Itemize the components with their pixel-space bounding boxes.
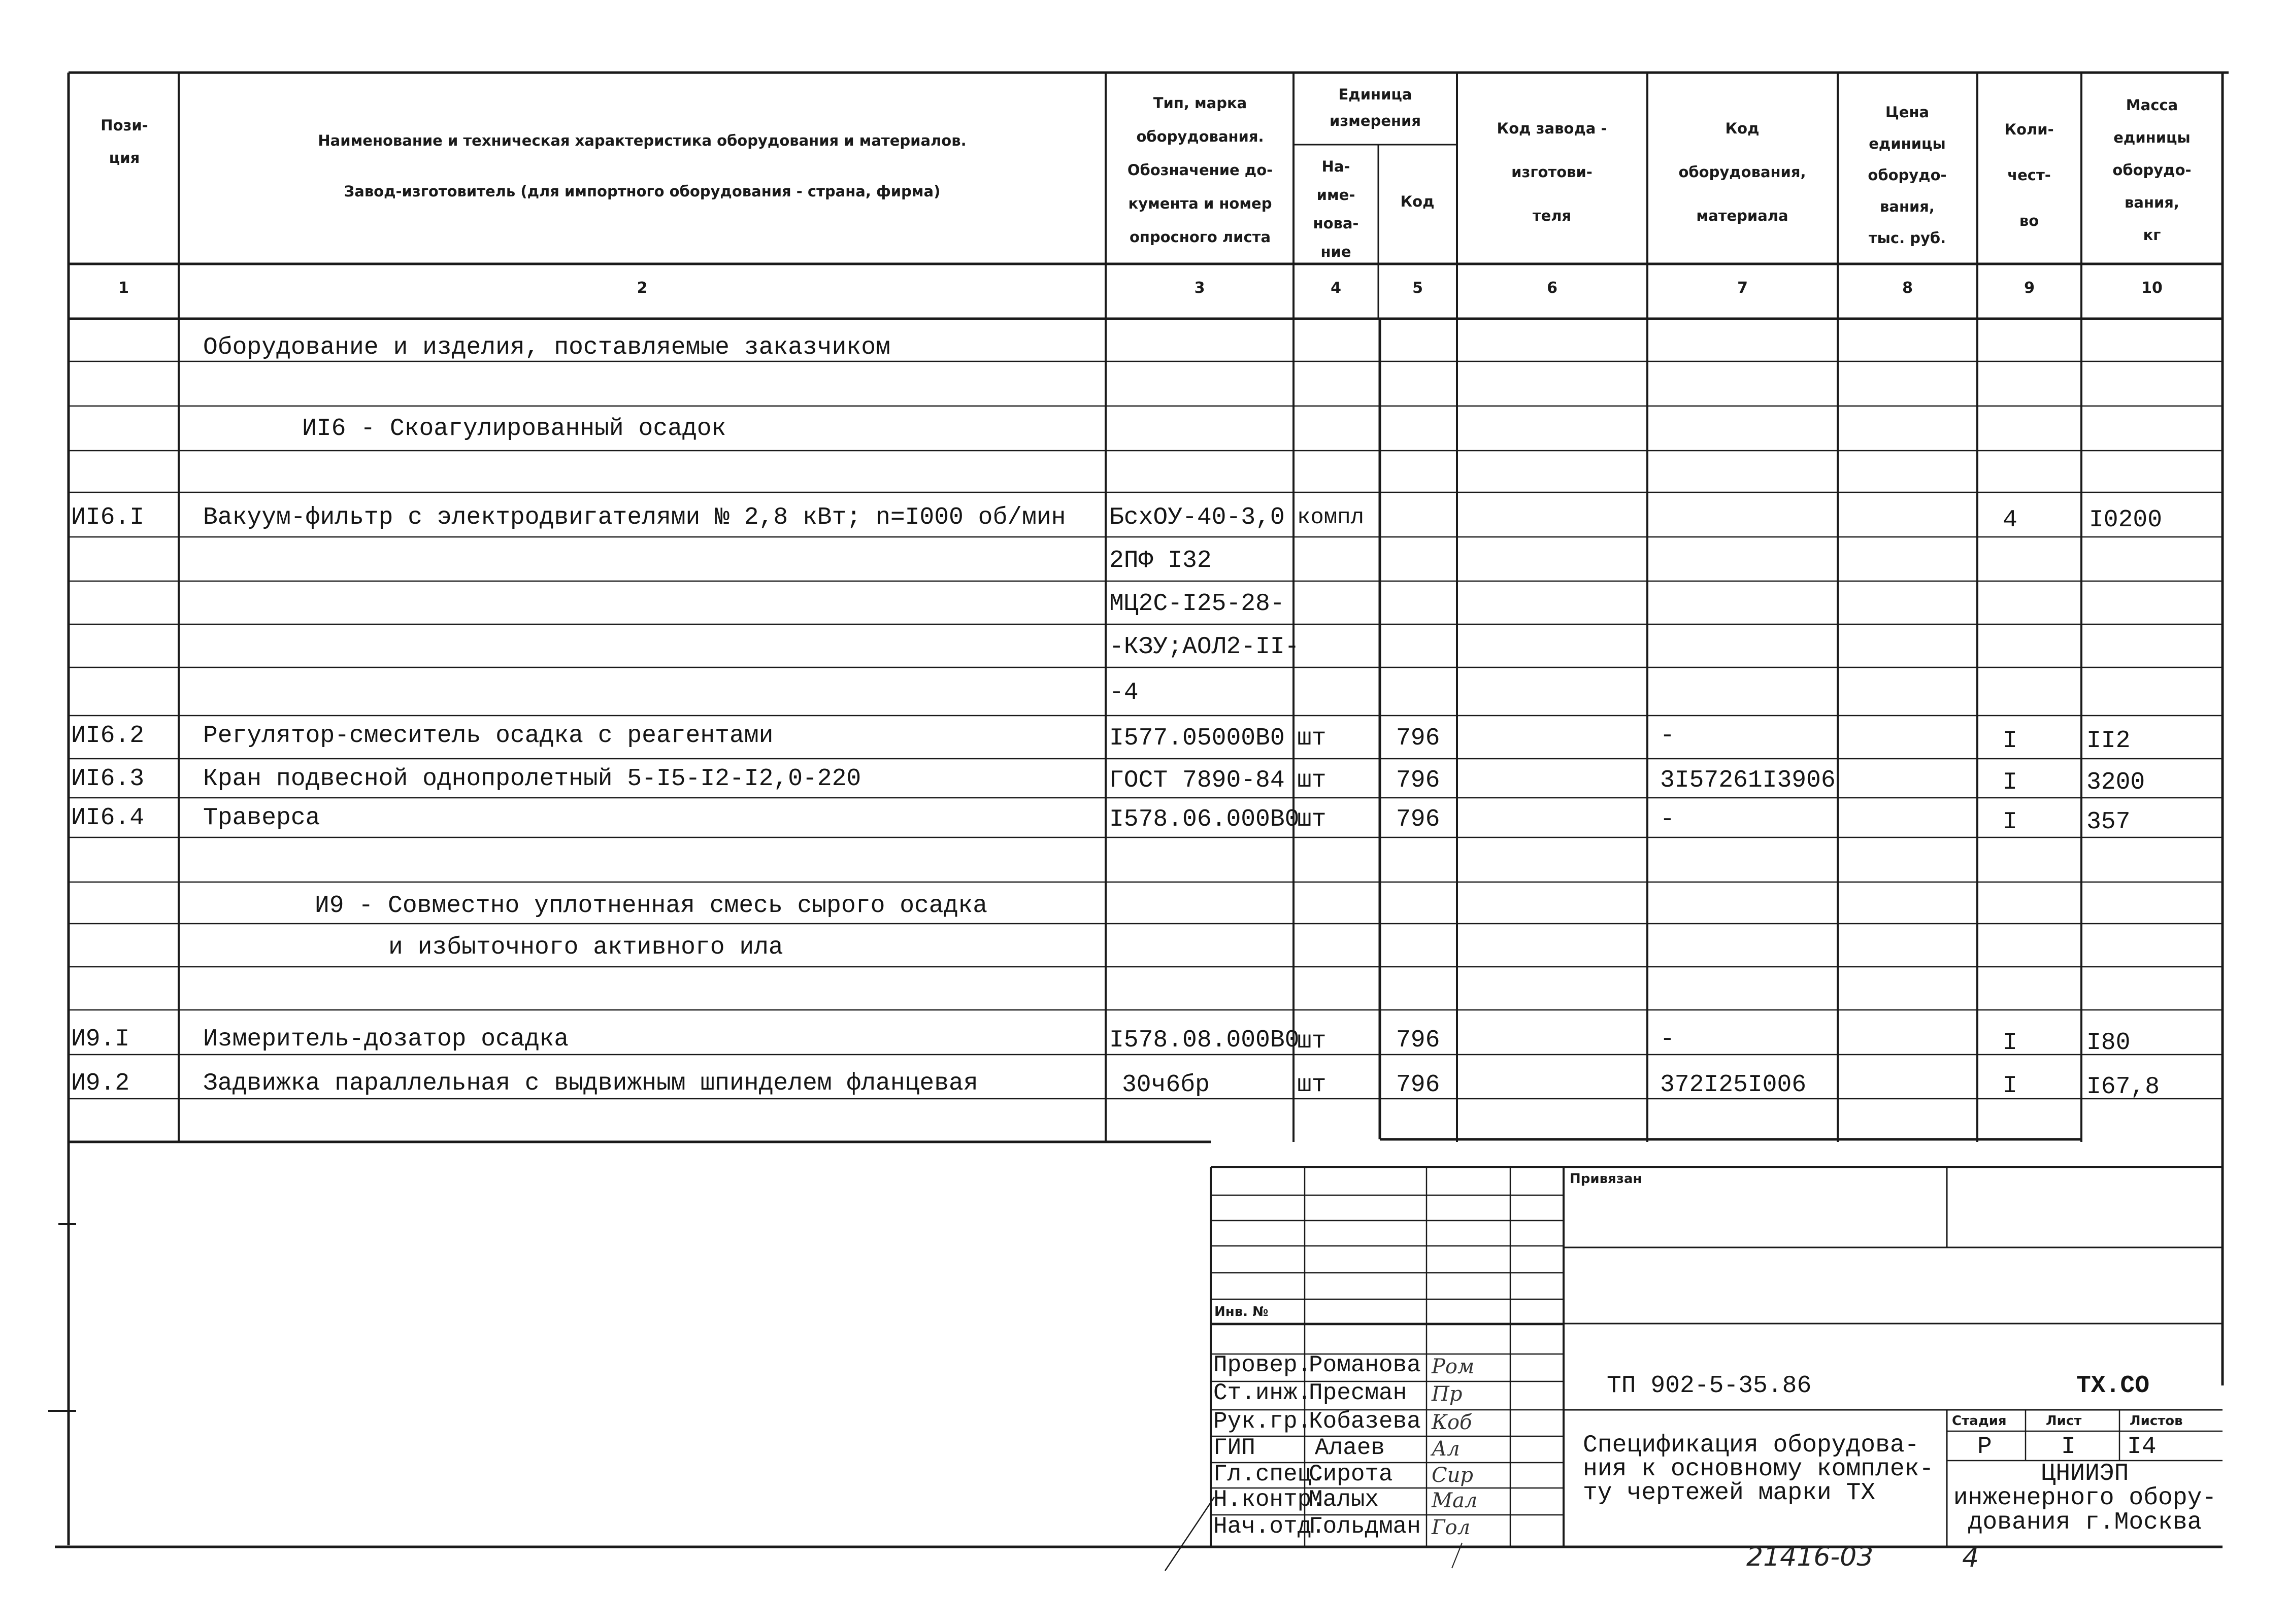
row-quantity: I [2003,808,2017,836]
row-name: Измеритель-дозатор осадка [203,1026,569,1053]
col-number-7: 7 [1737,279,1748,297]
header-mass: Масса единицы оборудо- вания, кг [2112,96,2192,244]
signer-role: Нач.отд. [1213,1513,1325,1540]
row-position: ИI6.3 [71,765,145,793]
header-type: Тип, марка оборудования. Обозначение до- кумента и номер опросного листа [1127,94,1273,246]
signer-name: Малых [1309,1486,1379,1513]
row-position: ИI6.2 [71,722,145,750]
stage-label: Стадия [1952,1413,2007,1429]
row-type: МЦ2С-I25-28- [1109,590,1285,618]
col-number-3: 3 [1194,279,1205,297]
row-quantity: I [2003,769,2017,796]
signer-signature: Гол [1432,1516,1471,1539]
header-unit-code: Код [1400,193,1435,210]
row-type: -КЗУ;АОЛ2-II- [1109,633,1300,661]
sheet-label: Лист [2046,1413,2082,1429]
row-position: И9.2 [71,1070,130,1097]
row-code: 796 [1396,1027,1440,1054]
row-quantity: I [2003,1029,2017,1057]
row-code: 796 [1396,1071,1440,1099]
privyazan-label: Привязан [1570,1171,1642,1187]
signer-name: Гольдман [1309,1513,1421,1540]
row-name: Вакуум-фильтр с электродвигателями № 2,8 кВт; n=I000 об/мин [203,504,1066,531]
row-quantity: I [2003,727,2017,755]
header-unit: Единица измерения [1330,86,1421,129]
signer-role: Гл.спец. [1213,1461,1325,1487]
row-unit: шт [1297,1071,1327,1099]
col-number-4: 4 [1331,279,1341,297]
organization: ЦНИИЭП инженерного обору- дования г.Москва [1953,1460,2217,1536]
row-name: Кран подвесной однопролетный 5-I5-I2-I2,0-220 [203,765,861,793]
sheet-value: I [2061,1433,2076,1461]
signer-signature: Сир [1432,1464,1473,1487]
stage-value: Р [1977,1433,1992,1461]
document-mark: ТХ.СО [2076,1372,2150,1400]
row-unit: шт [1297,767,1327,794]
row-type: I577.05000В0 [1109,725,1285,752]
row-type: БсхОУ-40-3,0 [1109,504,1285,531]
row-unit: шт [1297,806,1327,833]
row-mass: I0200 [2089,506,2163,534]
col-number-6: 6 [1547,279,1557,297]
group-title-i9-line-1: И9 - Совместно уплотненная смесь сырого осадка [315,892,988,920]
col-number-1: 1 [118,279,129,297]
row-name: Задвижка параллельная с выдвижным шпинделем фланцевая [203,1070,978,1097]
row-type: 2ПФ I32 [1109,547,1212,574]
col-number-10: 10 [2141,279,2163,297]
signer-name: Романова [1309,1352,1421,1378]
row-unit: шт [1297,1028,1327,1055]
header-name-line-1: Наименование и техническая характеристика оборудования и материалов. [318,132,967,149]
row-equipment-code: 372I25I006 [1660,1071,1807,1099]
row-type: I578.08.000В0 [1109,1027,1300,1054]
header-price: Цена единицы оборудо- вания, тыс. руб. [1868,104,1947,247]
signer-role: Провер. [1213,1352,1312,1378]
signer-role: Ст.инж. [1213,1380,1312,1406]
col-number-8: 8 [1902,279,1913,297]
row-name: Траверса [203,804,320,832]
document-code: ТП 902-5-35.86 [1607,1372,1812,1400]
row-name: Регулятор-смеситель осадка с реагентами [203,722,774,750]
signer-role: Рук.гр. [1213,1408,1312,1435]
signer-name: Пресман [1309,1380,1407,1406]
signer-role: Н.контр. [1213,1486,1325,1513]
page-number: 4 [1962,1543,1979,1573]
inventory-number-label: Инв. № [1214,1304,1269,1319]
row-position: И9.I [71,1026,130,1053]
signer-name: Сирота [1309,1461,1393,1487]
signer-signature: Коб [1432,1411,1472,1434]
archive-number: 21416-03 [1746,1542,1874,1572]
document-title: Спецификация оборудова- ния к основному комплек- ту чертежей марки ТХ [1583,1432,1934,1507]
signer-name: Кобазева [1309,1408,1421,1435]
signer-name: Алаев [1315,1435,1385,1461]
header-unit-name: На- име- нова- ние [1313,158,1359,260]
row-mass: 3200 [2086,769,2145,796]
row-position: ИI6.I [71,504,145,531]
row-mass: II2 [2086,727,2131,755]
row-type: -4 [1109,679,1139,706]
row-type: ГОСТ 7890-84 [1109,767,1285,794]
row-unit: компл [1297,505,1365,530]
sheets-value: I4 [2127,1433,2157,1461]
row-equipment-code: 3I57261I3906 [1660,767,1836,794]
signer-signature: Мал [1432,1489,1478,1512]
signer-signature: Ал [1432,1437,1460,1461]
row-type: I578.06.000В0 [1109,806,1300,833]
section-title: Оборудование и изделия, поставляемые заказчиком [203,334,890,361]
row-equipment-code: - [1660,806,1675,833]
col-number-5: 5 [1412,279,1423,297]
signer-role: ГИП [1213,1435,1255,1461]
row-type: 30ч6бр [1122,1071,1210,1099]
row-equipment-code: - [1660,1026,1675,1053]
header-maker-code: Код завода - изготови- теля [1497,120,1607,224]
col-number-2: 2 [637,279,648,297]
row-mass: 357 [2086,808,2131,836]
row-position: ИI6.4 [71,804,145,832]
header-name-line-2: Завод-изготовитель (для импортного оборудования - страна, фирма) [344,183,941,200]
row-mass: I67,8 [2086,1073,2160,1101]
row-mass: I80 [2086,1029,2131,1057]
row-code: 796 [1396,806,1440,833]
row-quantity: I [2003,1072,2017,1100]
row-code: 796 [1396,725,1440,752]
row-quantity: 4 [2003,506,2017,534]
header-quantity: Коли- чест- во [2004,121,2054,229]
signer-signature: Ром [1432,1355,1475,1378]
sheets-label: Листов [2130,1413,2183,1429]
header-position: Пози- ция [101,117,148,166]
col-number-9: 9 [2024,279,2035,297]
row-unit: шт [1297,725,1327,752]
header-equipment-code: Код оборудования, материала [1678,120,1806,224]
group-title-i9-line-2: и избыточного активного ила [388,934,783,961]
signer-signature: Пр [1432,1382,1463,1406]
row-code: 796 [1396,767,1440,794]
group-title-i16: ИI6 - Скоагулированный осадок [302,415,726,443]
row-equipment-code: - [1660,722,1675,750]
